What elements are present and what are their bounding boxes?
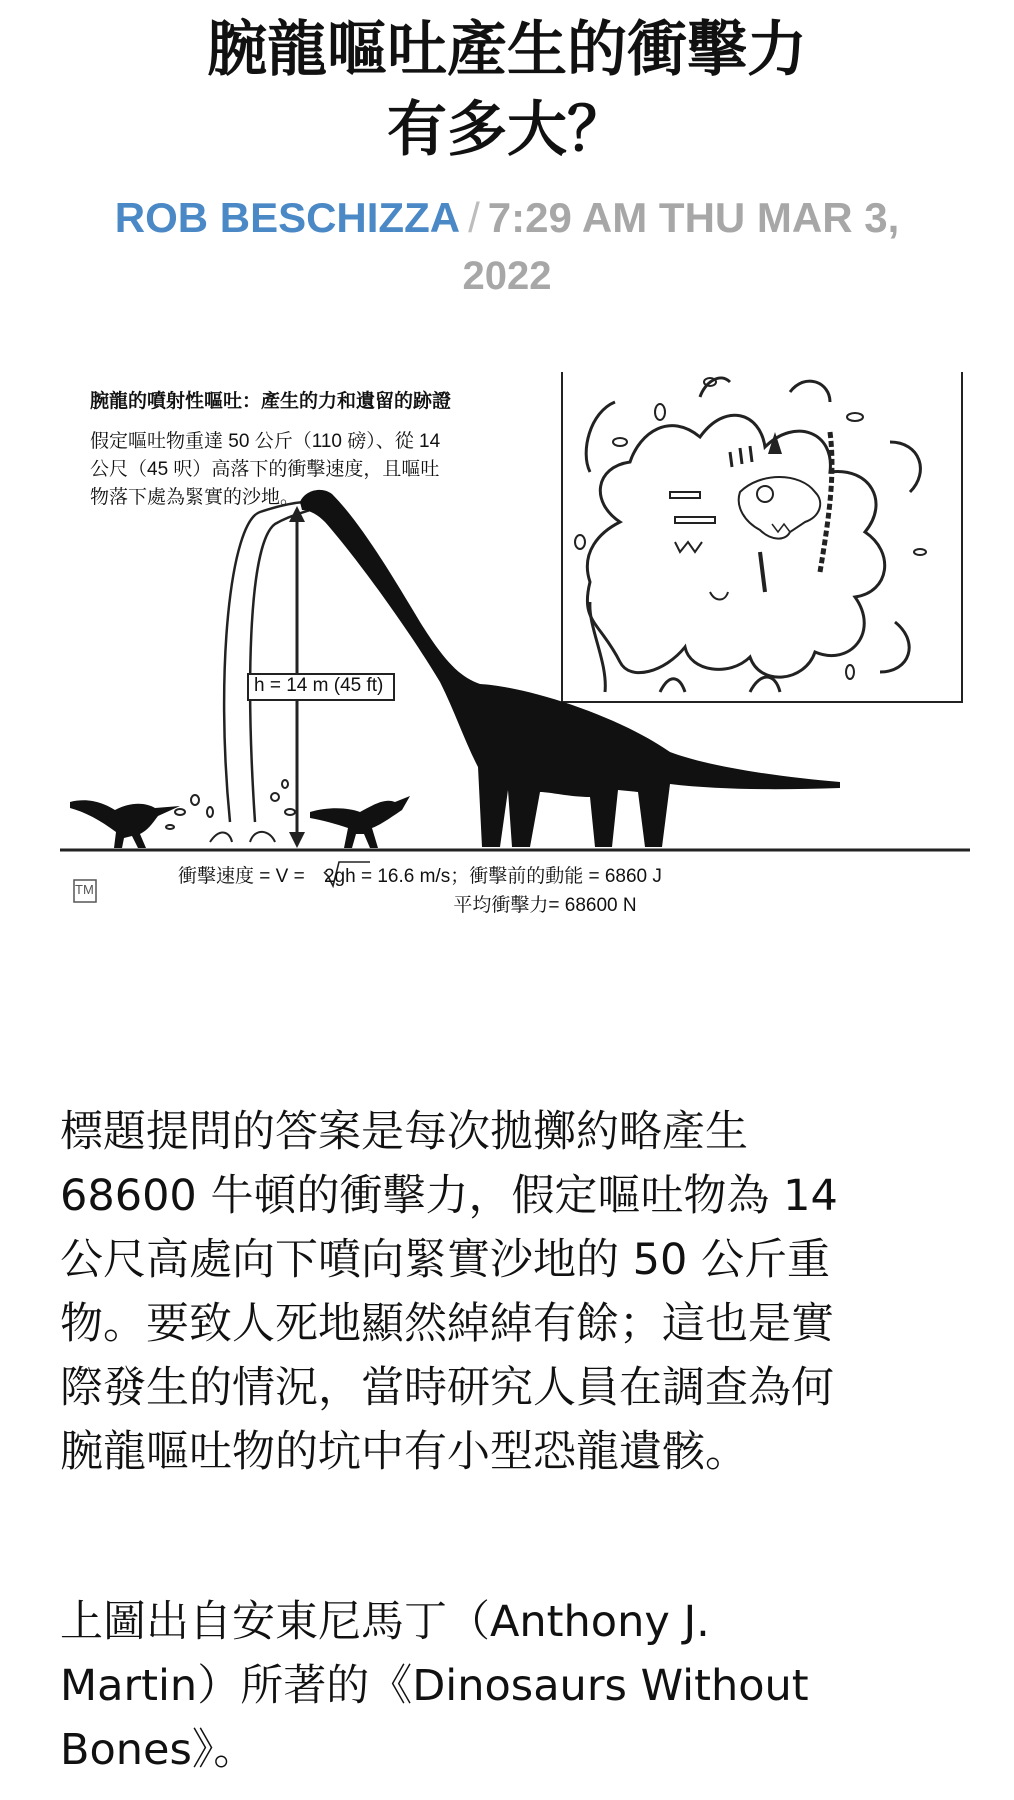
diagram-illustration [60, 372, 970, 1052]
formula-radicand: 2gh [323, 866, 356, 887]
splash-droplets [166, 780, 295, 842]
figure-assumption-line-3: 物落下處為緊實的沙地。 [90, 487, 300, 508]
height-label: h = 14 m (45 ft) [254, 675, 384, 696]
brachiosaurus-vomit-diagram [60, 372, 970, 1052]
figure-assumption-line-1: 假定嘔吐物重達 50 公斤（110 磅）、從 14 [90, 431, 441, 452]
average-impact-force: 平均衝擊力= 68600 N [453, 895, 637, 916]
logo-mark-letters: TM [75, 882, 94, 897]
formula-prefix: 衝擊速度 = V = [178, 866, 310, 887]
small-dinosaur-right [310, 796, 410, 848]
figure-assumption-line-2: 公尺（45 呎）高落下的衝擊速度，且嘔吐 [90, 459, 440, 480]
impact-velocity-formula [178, 861, 662, 888]
publish-date: 7:29 AM THU MAR 3, [487, 194, 900, 241]
byline [0, 188, 1014, 248]
body-paragraph-1: 標題提問的答案是每次拋擲約略產生 68600 牛頓的衝擊力，假定嘔吐物為 14 公尺高處向下噴向緊實沙地的 50 公斤重 物。要致人死地顯然綽綽有餘；這也是實 際發生的情況，當時研究人員在調查為何 腕龍嘔吐物的坑中有小型恐龍遺骸。 [60, 1107, 838, 1477]
formula-suffix: = 16.6 m/s；衝擊前的動能 = 6860 J [355, 866, 662, 887]
article-title-line-1: 腕龍嘔吐產生的衝擊力 [207, 15, 807, 85]
vomit-stream [224, 502, 308, 822]
small-dinosaur-left [70, 800, 180, 848]
publish-year: 2022 [462, 254, 552, 298]
author-link[interactable]: ROB BESCHIZZA [114, 194, 461, 241]
body-paragraph-2: 上圖出自安東尼馬丁（Anthony J. Martin）所著的《Dinosaurs Without Bones》。 [60, 1597, 809, 1775]
article-title-line-2: 有多大？ [387, 95, 627, 165]
figure-heading: 腕龍的噴射性嘔吐：產生的力和遺留的跡證 [90, 391, 452, 412]
byline-separator: / [468, 194, 480, 241]
vomit-pit-inset [562, 372, 962, 702]
